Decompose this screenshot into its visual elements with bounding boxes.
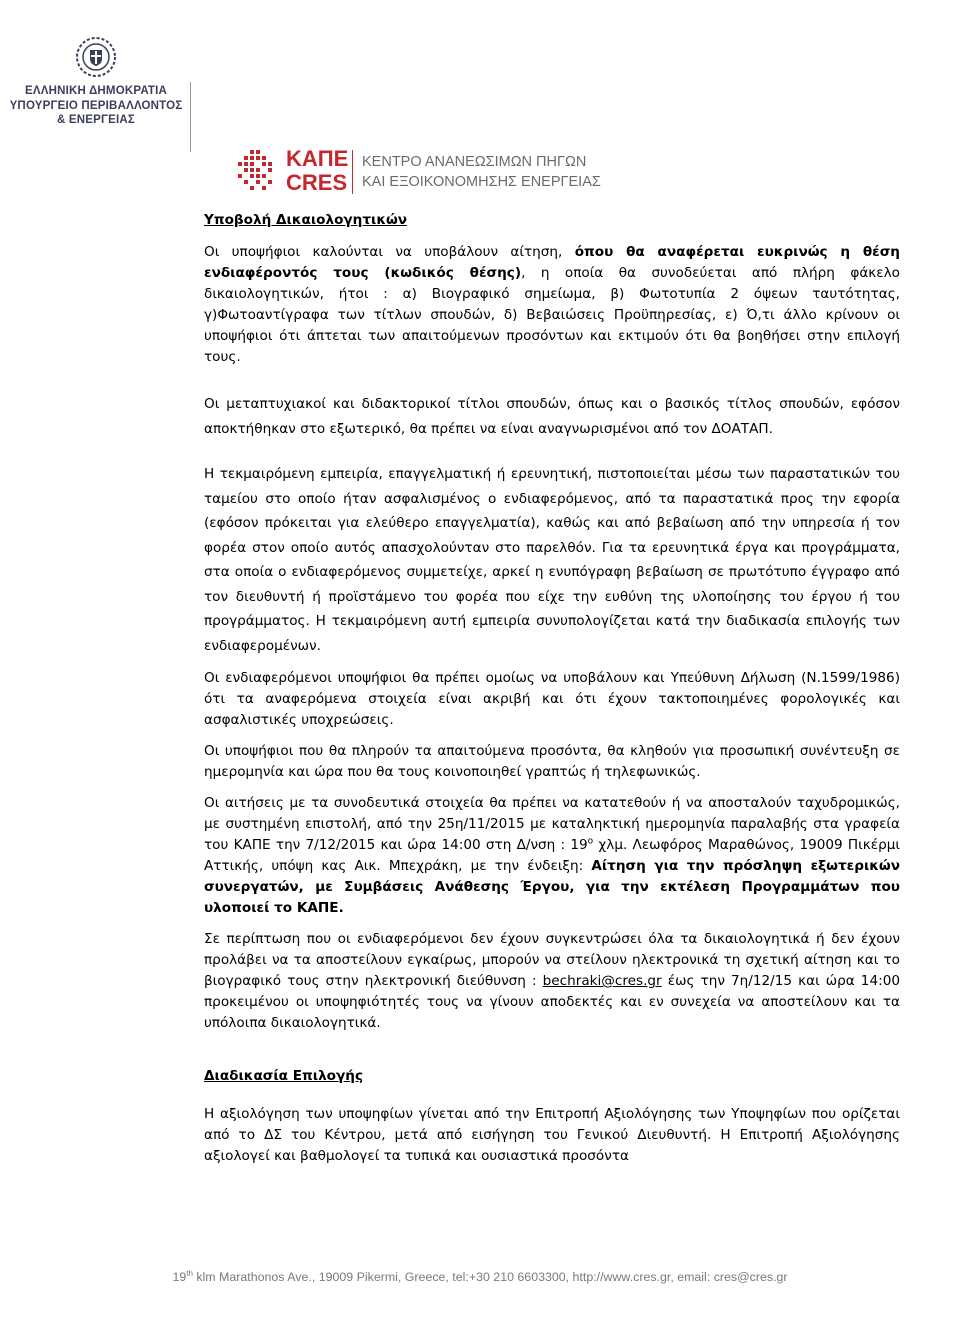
- text-segment: Οι αιτήσεις με τα συνοδευτικά στοιχεία θα πρέπει να κατατεθούν ή να αποσταλούν ταχυδρομικώς, με συστημένη επιστολή, από την 25η/11/2015 με καταληκτική ημερομηνία παραλαβής στα γραφεία του ΚΑΠΕ την 7/12/2015 και ώρα 14:00 στη Δ/νση : 19: [204, 795, 900, 853]
- cres-full-line-1: ΚΕΝΤΡΟ ΑΝΑΝΕΩΣΙΜΩΝ ΠΗΓΩΝ: [362, 154, 587, 170]
- section-title-submission: Υποβολή Δικαιολογητικών: [204, 212, 408, 228]
- bold-segment: όπου θα αναφέρεται ευκρινώς η θέση ενδιαφέροντός τους (κωδικός θέσης): [204, 244, 900, 281]
- text-segment: , η οποία θα συνοδεύεται από πλήρη φάκελο δικαιολογητικών, ήτοι : α) Βιογραφικό σημείωμα, β) Φωτοτυπία 2 όψεων ταυτότητας, γ)Φωτοαντίγραφα των τίτλων σπουδών, δ) Βεβαιώσεις Προϋπηρεσίας, ε) Ό,τι άλλο κρίνουν οι υποψήφιοι ότι άπτεται των απαιτούμενων προσόντων και εκτιμούν ότι θα βοηθήσει στην επιλογή τους.: [204, 265, 901, 365]
- greek-emblem-icon: [75, 36, 117, 78]
- document-body: [204, 210, 900, 1167]
- page-footer: [0, 1270, 960, 1284]
- text-segment: έως την 7η/12/15 και ώρα 14:00 προκειμένου οι υποψηφιότητές τους να γίνουν αποδεκτές και εν συνεχεία να αποστείλουν και τα υπόλοιπα δικαιολογητικά.: [204, 973, 900, 1031]
- cres-logo-icon: [238, 146, 278, 196]
- cres-abbr-greek: ΚΑΠΕ: [286, 146, 349, 171]
- paragraph-degrees: Οι μεταπτυχιακοί και διδακτορικοί τίτλοι σπουδών, όπως και ο βασικός τίτλος σπουδών, εφόσον αποκτήθηκαν στο εξωτερικό, θα πρέπει να είναι αναγνωρισμένοι από τον ΔΟΑΤΑΠ.: [204, 396, 900, 437]
- paragraph-declaration: Οι ενδιαφερόμενοι υποψήφιοι θα πρέπει ομοίως να υποβάλουν και Υπεύθυνη Δήλωση (Ν.1599/1986) ότι τα αναφερόμενα στοιχεία είναι ακριβή και ότι έχουν τακτοποιημένες φορολογικές και ασφαλιστικές υποχρεώσεις.: [204, 670, 900, 728]
- cres-full-name: [362, 152, 601, 192]
- text-segment: Οι υποψήφιοι καλούνται να υποβάλουν αίτηση,: [204, 244, 575, 260]
- ministry-line-2: ΥΠΟΥΡΓΕΙΟ ΠΕΡΙΒΑΛΛΟΝΤΟΣ: [9, 99, 183, 112]
- header-divider: [190, 82, 191, 152]
- footer-superscript: th: [186, 1268, 193, 1278]
- paragraph-submission-address: [204, 793, 900, 919]
- text-segment: Σε περίπτωση που οι ενδιαφερόμενοι δεν έχουν συγκεντρώσει όλα τα δικαιολογητικά ή δεν έχουν προλάβει να τα αποστείλουν εγκαίρως, μπορούν να στείλουν ηλεκτρονικά τη σχετική αίτηση και το βιογραφικό τους στην ηλεκτρονική διεύθυνση :: [204, 931, 900, 989]
- text-segment: χλμ. Λεωφόρος Μαραθώνος, 19009 Πικέρμι Αττικής, υπόψη κας Αικ. Μπεχράκη, με την ένδειξη:: [204, 837, 900, 874]
- paragraph-application: [204, 242, 900, 368]
- cres-abbr-latin: CRES: [286, 170, 348, 195]
- cres-divider: [352, 150, 353, 194]
- paragraph-evaluation: Η αξιολόγηση των υποψηφίων γίνεται από την Επιτροπή Αξιολόγησης των Υποψηφίων που ορίζεται από το ΔΣ του Κέντρου, μετά από εισήγηση του Γενικού Διευθυντή. Η Επιτροπή Αξιολόγησης αξιολογεί και βαθμολογεί τα τυπικά και ουσιαστικά προσόντα: [204, 1106, 900, 1164]
- footer-prefix: 19: [172, 1270, 187, 1284]
- section-title-selection: Διαδικασία Επιλογής: [204, 1068, 364, 1084]
- ministry-line-3: & ΕΝΕΡΓΕΙΑΣ: [56, 114, 135, 126]
- footer-text: klm Marathonos Ave., 19009 Pikermi, Greece, tel:+30 210 6603300, http://www.cres.gr, email: cres@cres.gr: [192, 1270, 788, 1284]
- paragraph-interview: Οι υποψήφιοι που θα πληρούν τα απαιτούμενα προσόντα, θα κληθούν για προσωπική συνέντευξη σε ημερομηνία και ώρα που θα τους κοινοποιηθεί γραπτώς ή τηλεφωνικώς.: [204, 743, 900, 780]
- ministry-header: [0, 36, 192, 128]
- superscript: ο: [587, 836, 594, 847]
- ministry-line-1: ΕΛΛΗΝΙΚΗ ΔΗΜΟΚΡΑΤΙΑ: [24, 85, 168, 97]
- paragraph-experience: Η τεκμαιρόμενη εμπειρία, επαγγελματική ή ερευνητική, πιστοποιείται μέσω των παραστατικών του ταμείου στο οποίο ήταν ασφαλισμένος ο ενδιαφερόμενος, από τα παραστατικά προς την εφορία (εφόσον πρόκειται για ελεύθερο επαγγελματία), καθώς και από βεβαίωση από την υπηρεσία ή τον φορέα στον οποίο αυτός απασχολούνταν στο παρελθόν. Για τα ερευνητικά έργα και προγράμματα, στα οποία ο ενδιαφερόμενος συμμετείχε, αρκεί η ενυπόγραφη βεβαίωση σε πρωτότυπο έγγραφο από τον διευθυντή ή προϊστάμενο του φορέα που είχε την ευθύνη της υλοποίησης του έργου ή του προγράμματος. Η τεκμαιρόμενη αυτή εμπειρία συνυπολογίζεται κατά την διαδικασία επιλογής των ενδιαφερομένων.: [204, 466, 900, 654]
- paragraph-email-submission: [204, 929, 900, 1034]
- bold-segment: Αίτηση για την πρόσληψη εξωτερικών συνεργατών, με Συμβάσεις Ανάθεσης Έργου, για την εκτέλεση Προγραμμάτων που υλοποιεί το ΚΑΠΕ.: [204, 858, 900, 916]
- cres-full-line-2: ΚΑΙ ΕΞΟΙΚΟΝΟΜΗΣΗΣ ΕΝΕΡΓΕΙΑΣ: [362, 174, 601, 190]
- email-link[interactable]: bechraki@cres.gr: [542, 973, 662, 989]
